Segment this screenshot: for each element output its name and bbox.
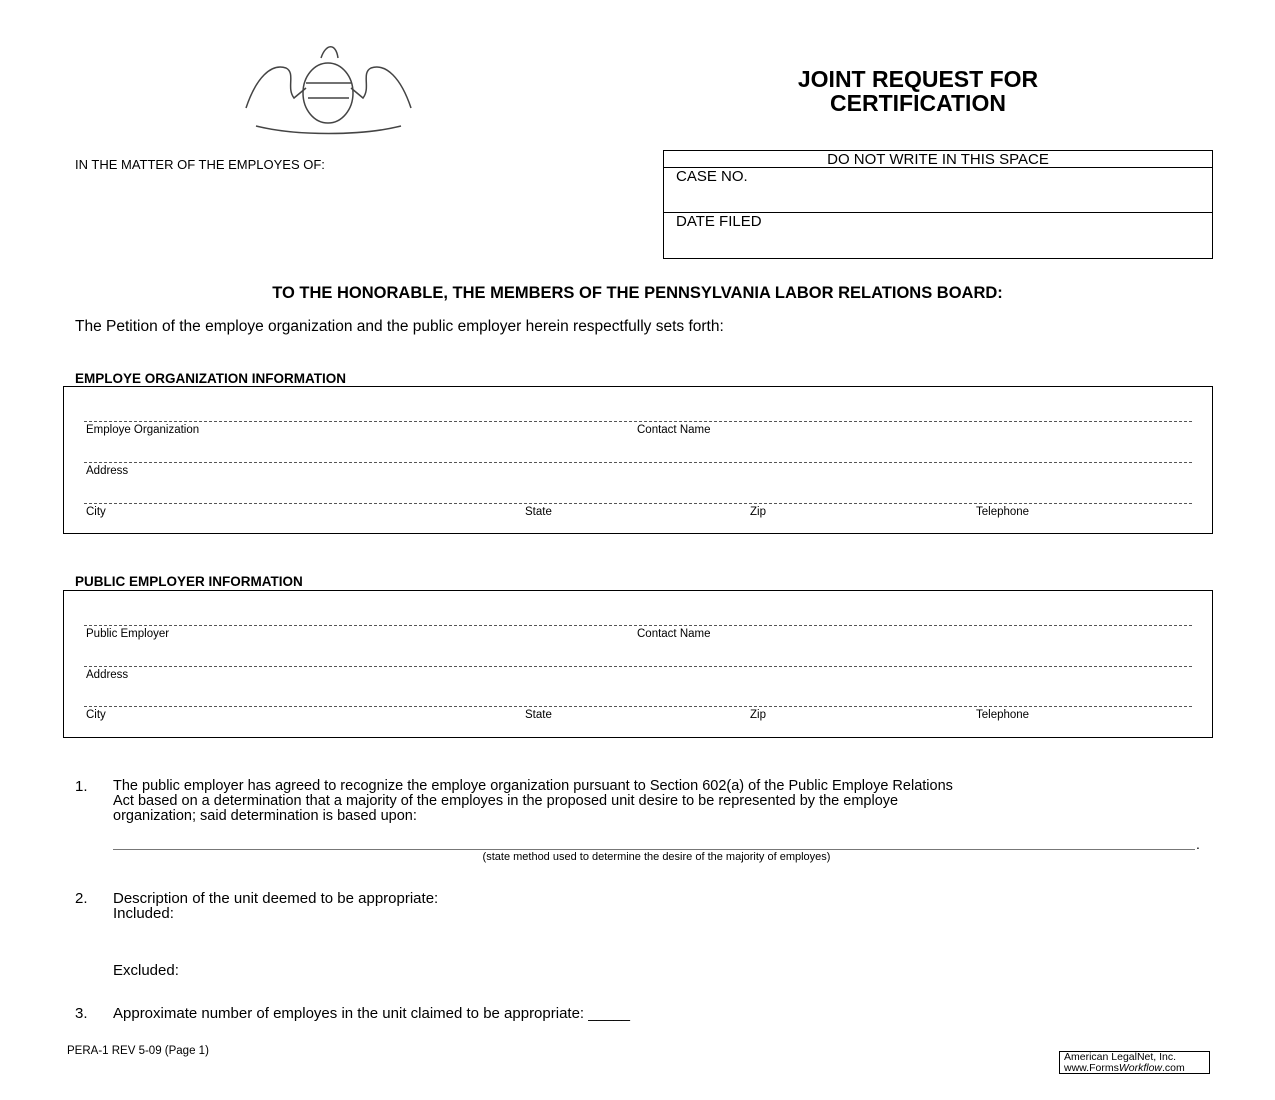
- excluded-label: Excluded:: [113, 962, 179, 979]
- intro-text: The Petition of the employe organization and the public employer herein respectfully sets forth:: [75, 318, 724, 335]
- public-employer-name-field[interactable]: [84, 625, 1192, 626]
- item-number: 1.: [75, 778, 88, 795]
- pennsylvania-seal-icon: [226, 38, 431, 136]
- determination-field[interactable]: [113, 849, 1195, 850]
- item1-text: organization; said determination is based upon:: [113, 808, 417, 824]
- item3-text: Approximate number of employes in the unit claimed to be appropriate: _____: [113, 1005, 630, 1022]
- label: Address: [86, 669, 129, 681]
- employe-org-heading: EMPLOYE ORGANIZATION INFORMATION: [75, 371, 346, 386]
- item-number: 3.: [75, 1005, 88, 1022]
- office-use-box: [663, 150, 1213, 259]
- employe-org-box: [63, 386, 1213, 534]
- item1-text: The public employer has agreed to recognize the employe organization pursuant to Section 602(a) of the Public Employe Relations: [113, 778, 953, 794]
- included-label: Included:: [113, 905, 174, 922]
- label: Contact Name: [637, 424, 711, 436]
- brand-url: .com: [1162, 1062, 1185, 1074]
- office-use-header: DO NOT WRITE IN THIS SPACE: [827, 151, 1049, 168]
- brand-box: [1059, 1051, 1210, 1074]
- form-title-line2: CERTIFICATION: [830, 90, 1006, 116]
- item-number: 2.: [75, 890, 88, 907]
- form-page: JOINT REQUEST FOR CERTIFICATION IN THE MATTER OF THE EMPLOYES OF: DO NOT WRITE IN THIS SPACE CASE NO. DATE FILED TO THE HONORABLE, THE MEMBERS OF THE PENNSYLVANIA LABOR RELATIONS BOARD: The Petition of the employe organization and the public employer herein respectfully sets forth: EMPLOYE ORGANIZATION INFORMATION Employe Organization Contact Name Address City State Zip Telephone PUBLIC EMPLOYER INFORMATION Public Employer Contact Name Address City State Zip Telephone 1. The public employer has agreed to recognize the employe organization pursuant to Section 602(a) of the Public Employe Relations Act based on a determination that a majority of the employes in the proposed unit desire to be represented by the employe organization; said determination is based upon: . (state method used to determine the desire of the majority of employes) 2. Description of the unit deemed to be appropriate: Included: Excluded: 3. Approximate number of employes in the unit claimed to be appropriate: _____ PERA-1 REV 5-09 (Page 1) American LegalNet, Inc. www.FormsWorkflow.com: [0, 0, 1275, 1100]
- employe-org-city-field[interactable]: [84, 503, 1192, 504]
- label: Zip: [750, 709, 766, 721]
- case-no-label: CASE NO.: [676, 168, 748, 185]
- form-id: PERA-1 REV 5-09 (Page 1): [67, 1045, 209, 1057]
- address-line: TO THE HONORABLE, THE MEMBERS OF THE PENNSYLVANIA LABOR RELATIONS BOARD:: [272, 284, 1003, 302]
- brand-line: American LegalNet, Inc.: [1064, 1051, 1177, 1063]
- public-employer-address-field[interactable]: [84, 666, 1192, 667]
- item1-text: Act based on a determination that a majority of the employes in the proposed unit desire to be represented by the employe: [113, 793, 899, 809]
- label: Telephone: [976, 506, 1030, 518]
- field-hint: (state method used to determine the desire of the majority of employes): [482, 851, 831, 863]
- label: Employe Organization: [86, 424, 200, 436]
- label: Address: [86, 465, 129, 477]
- label: State: [525, 709, 552, 721]
- label: State: [525, 506, 552, 518]
- label: Telephone: [976, 709, 1030, 721]
- form-title-line1: JOINT REQUEST FOR: [797, 66, 1039, 92]
- brand-url: Workflow: [1118, 1062, 1163, 1074]
- public-employer-box: [63, 590, 1213, 738]
- item2-text: Description of the unit deemed to be appropriate:: [113, 890, 439, 907]
- label: Contact Name: [637, 628, 711, 640]
- matter-label: IN THE MATTER OF THE EMPLOYES OF:: [75, 157, 325, 172]
- employe-org-address-field[interactable]: [84, 462, 1192, 463]
- label: City: [86, 506, 106, 518]
- brand-url: www.Forms: [1064, 1062, 1119, 1074]
- employe-org-name-field[interactable]: [84, 421, 1192, 422]
- label: Public Employer: [86, 628, 170, 640]
- public-employer-city-field[interactable]: [84, 706, 1192, 707]
- label: Zip: [750, 506, 766, 518]
- label: City: [86, 709, 106, 721]
- date-filed-label: DATE FILED: [676, 213, 762, 230]
- public-employer-heading: PUBLIC EMPLOYER INFORMATION: [75, 574, 303, 589]
